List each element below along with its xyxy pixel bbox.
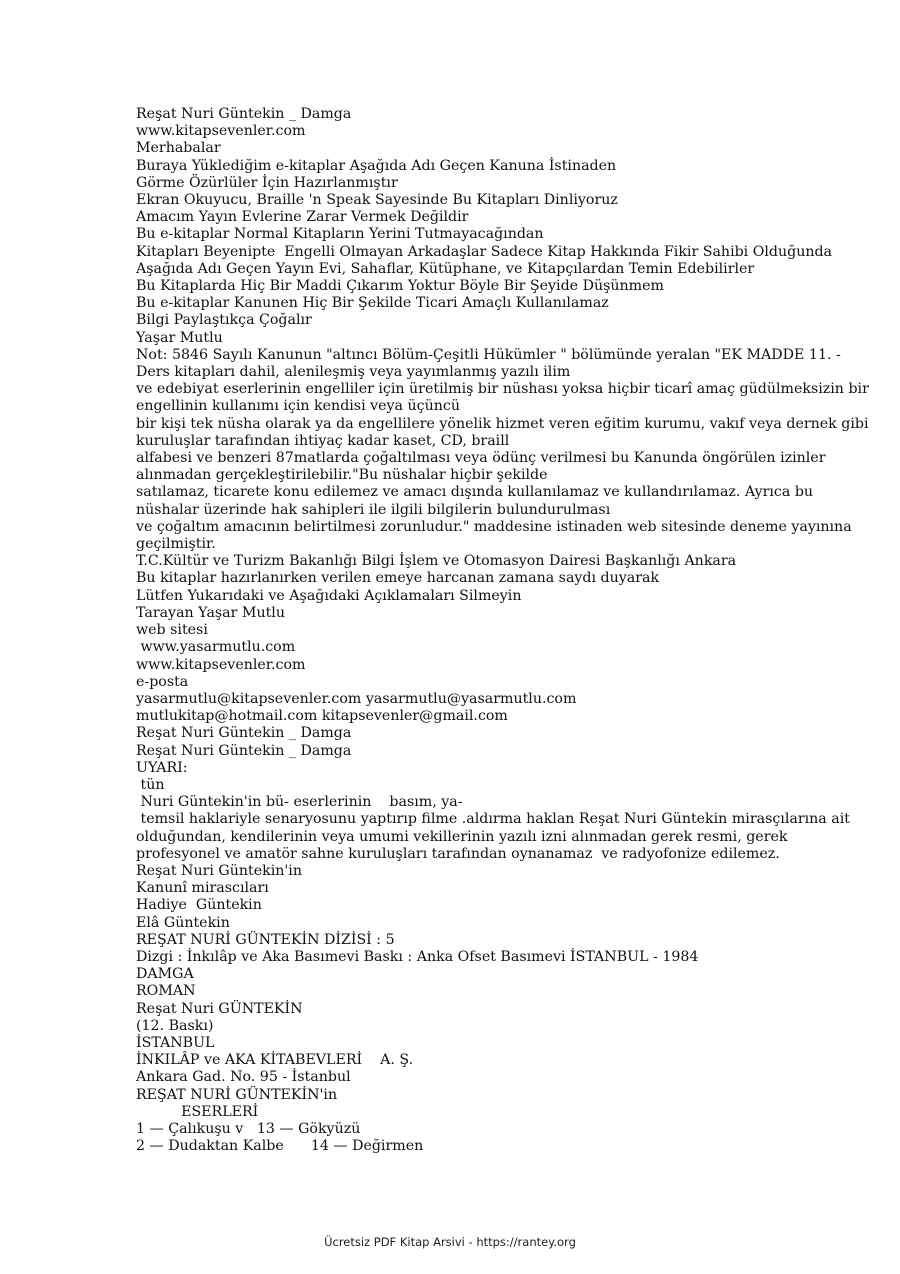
document-line: Bu e-kitaplar Normal Kitapların Yerini Tutmayacağından (136, 226, 544, 243)
document-line: 2 — Dudaktan Kalbe 14 — Değirmen (136, 1138, 424, 1155)
document-line: Dizgi : İnkılâp ve Aka Basımevi Baskı : Anka Ofset Basımevi İSTANBUL - 1984 (136, 948, 699, 965)
document-line: Ders kitapları dahil, aleni̇leşmiş veya yayımlanmış yazılı ilim (136, 364, 571, 381)
document-line: www.kitapsevenler.com (136, 656, 306, 673)
document-line: ROMAN (136, 983, 196, 1000)
document-line: REŞAT NURİ GÜNTEKİN'in (136, 1086, 338, 1103)
document-line: Aşağıda Adı Geçen Yayın Evi, Sahaflar, Kütüphane, ve Kitapçılardan Temin Edebilirler (136, 260, 755, 277)
document-line: Hadiye Güntekin (136, 897, 262, 914)
document-line: Kanunî mirascıları (136, 880, 269, 897)
document-line: İSTANBUL (136, 1034, 215, 1051)
document-line: alınmadan gerçekleştirilebilir."Bu nüshalar hiçbir şekilde (136, 467, 548, 484)
document-line: ve çoğaltım amacının belirtilmesi zorunludur." maddesine istinaden web sitesinde deneme yayınına (136, 518, 852, 535)
document-text-block (136, 106, 869, 1155)
document-line: Bu e-kitaplar Kanunen Hiç Bir Şekilde Ticari Amaçlı Kullanılamaz (136, 295, 609, 312)
document-line: kuruluşlar tarafından ihtiyaç kadar kaset, CD, braill (136, 432, 510, 449)
document-line: Bu Kitaplarda Hiç Bir Maddi Çıkarım Yoktur Böyle Bir Şeyide Düşünmem (136, 278, 664, 295)
document-line: Bilgi Paylaştıkça Çoğalır (136, 312, 312, 329)
page-footer[interactable]: Ücretsiz PDF Kitap Arsivi - https://rantey.org (324, 1235, 576, 1249)
document-line: Tarayan Yaşar Mutlu (136, 604, 285, 621)
document-line: profesyonel ve amatör sahne kuruluşları tarafından oynanamaz ve radyofonize edilemez. (136, 845, 780, 862)
document-line: Not: 5846 Sayılı Kanunun "altıncı Bölüm-Çeşitli Hükümler " bölümünde yeralan "EK MADDE 11. - (136, 346, 841, 363)
document-line: alfabesi ve benzeri 87matlarda çoğaltılması veya ödünç verilmesi bu Kanunda öngörülen izinler (136, 450, 826, 467)
document-line: Yaşar Mutlu (136, 329, 223, 346)
document-line: Elâ Güntekin (136, 914, 230, 931)
document-line: Reşat Nuri GÜNTEKİN (136, 1000, 303, 1017)
document-line: REŞAT NURİ GÜNTEKİN DİZİSİ : 5 (136, 931, 395, 948)
document-line: Reşat Nuri Güntekin'in (136, 862, 302, 879)
document-line: Buraya Yüklediğim e-kitaplar Aşağıda Adı Geçen Kanuna İstinaden (136, 157, 617, 174)
document-line: Lütfen Yukarıdaki ve Aşağıdaki Açıklamaları Silmeyin (136, 587, 522, 604)
document-line: Bu kitaplar hazırlanırken verilen emeye harcanan zamana saydı duyarak (136, 570, 660, 587)
document-line: DAMGA (136, 966, 194, 983)
document-line: geçilmiştir. (136, 536, 216, 553)
document-line: UYARI: (136, 759, 188, 776)
document-line: Merhabalar (136, 140, 221, 157)
document-line: (12. Baskı) (136, 1017, 214, 1034)
document-line: web sitesi (136, 622, 208, 639)
document-line: mutlukitap@hotmail.com kitapsevenler@gmail.com (136, 708, 508, 725)
document-line: tün (136, 776, 165, 793)
document-line: Reşat Nuri Güntekin _ Damga (136, 742, 352, 759)
document-line: bir kişi tek nüsha olarak ya da engellilere yönelik hizmet veren eğitim kurumu, vakıf veya dernek gibi (136, 415, 869, 432)
document-line: www.yasarmutlu.com (136, 639, 296, 656)
document-line: İNKILÂP ve AKA KİTABEVLERİ A. Ş. (136, 1052, 414, 1069)
document-line: www.kitapsevenler.com (136, 123, 306, 140)
document-line: Reşat Nuri Güntekin _ Damga (136, 725, 352, 742)
document-line: Kitapları Beyenipte Engelli Olmayan Arkadaşlar Sadece Kitap Hakkında Fikir Sahibi Olduğunda (136, 243, 833, 260)
document-line: nüshalar üzerinde hak sahipleri ile ilgili bilgilerin bulundurulması (136, 501, 611, 518)
document-line: temsil haklariyle senaryosunu yaptırıp filme .aldırma haklan Reşat Nuri Güntekin mirasçılarına ait (136, 811, 850, 828)
document-line: Reşat Nuri Güntekin _ Damga (136, 106, 352, 122)
document-line: Nuri Güntekin'in bü- eserlerinin basım, ya- (136, 794, 463, 811)
document-line: e-posta (136, 673, 189, 690)
document-line: ESERLERİ (136, 1103, 259, 1120)
document-line: Ekran Okuyucu, Braille 'n Speak Sayesinde Bu Kitapları Dinliyoruz (136, 192, 618, 209)
document-line: 1 — Çalıkuşu v 13 — Gökyüzü (136, 1120, 361, 1137)
document-line: Amacım Yayın Evlerine Zarar Vermek Değildir (136, 209, 469, 226)
document-line: Ankara Gad. No. 95 - İstanbul (136, 1069, 351, 1086)
document-line: Görme Özürlüler İçin Hazırlanmıştır (136, 174, 398, 191)
document-line: yasarmutlu@kitapsevenler.com yasarmutlu@yasarmutlu.com (136, 690, 577, 707)
document-line: ve edebiyat eserlerinin engelliler için üretilmiş bir nüshası yoksa hiçbir ticarî amaç güdülmeksizin bir (136, 381, 869, 398)
document-line: engellinin kullanımı için kendisi veya üçüncü (136, 398, 460, 415)
document-line: satılamaz, ticarete konu edilemez ve amacı dışında kullanılamaz ve kullandırılamaz. Ayrıca bu (136, 484, 814, 501)
document-line: T.C.Kültür ve Turizm Bakanlığı Bilgi İşlem ve Otomasyon Dairesi Başkanlığı Ankara (136, 553, 737, 570)
document-line: olduğundan, kendilerinin veya umumi vekillerinin yazılı izni alınmadan gerek resmi, gerek (136, 828, 788, 845)
